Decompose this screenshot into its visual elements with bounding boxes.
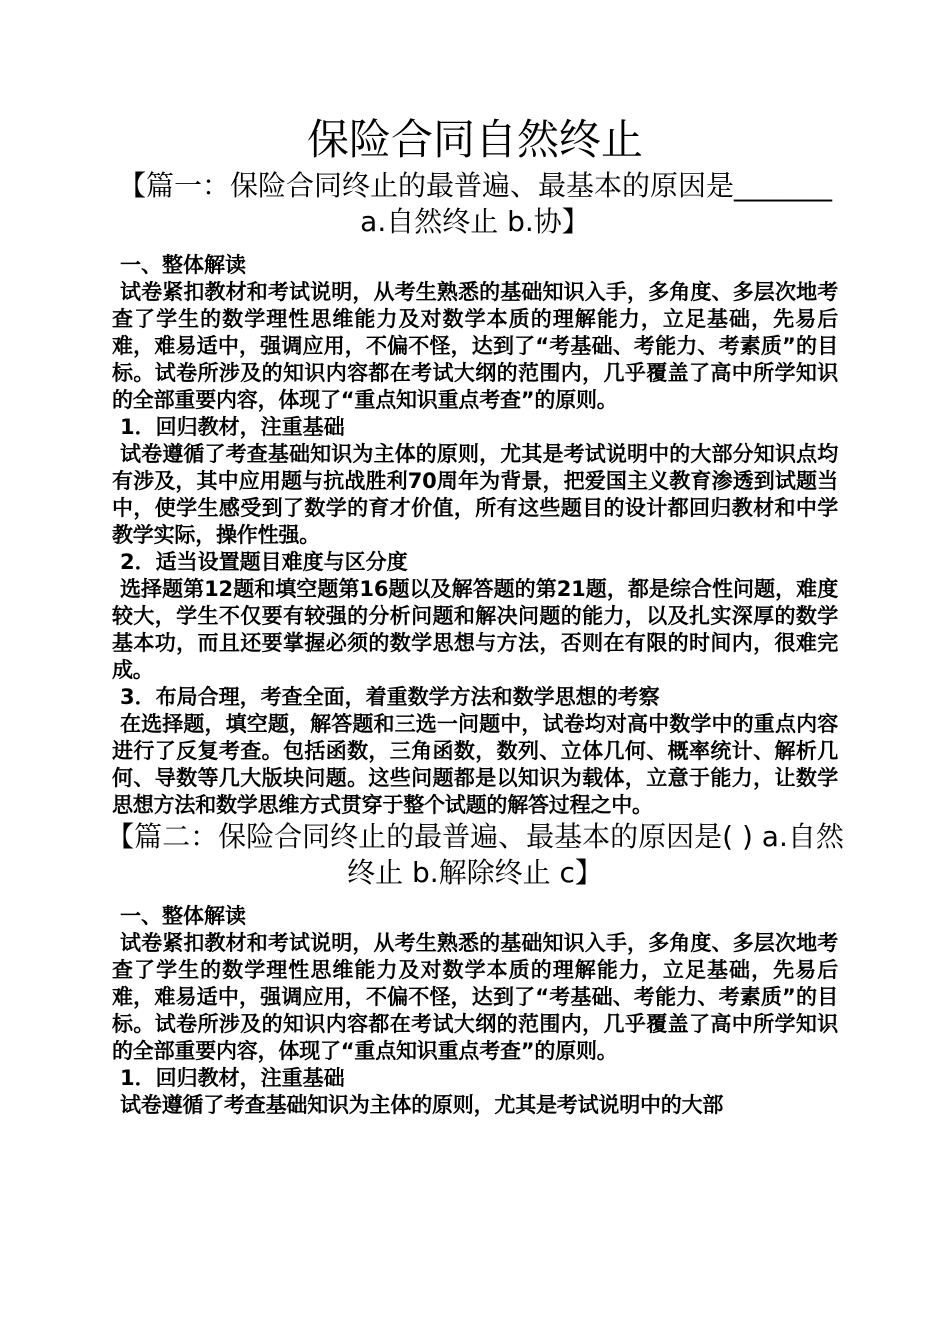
section-one-point3-text: 在选择题，填空题，解答题和三选一问题中，试卷均对高中数学中的重点内容进行了反复考查。包括函数，三角函数，数列、立体几何、概率统计、解析几何、导数等几大版块问题。这些问题都是以知识为载体，立意于能力，让数学思想方法和数学思维方式贯穿于整个试题的解答过程之中。: [112, 712, 838, 817]
section-one: [112, 168, 838, 819]
section-one-point3-heading: 3．布局合理，考查全面，着重数学方法和数学思想的考察: [120, 685, 660, 709]
section-one-overview-text: 试卷紧扣教材和考试说明，从考生熟悉的基础知识入手，多角度、多层次地考查了学生的数学理性思维能力及对数学本质的理解能力，立足基础，先易后难，难易适中，强调应用，不偏不怪，达到了“考基础、考能力、考素质”的目标。试卷所涉及的知识内容都在考试大纲的范围内，几乎覆盖了高中所学知识的全部重要内容，体现了“重点知识重点考查”的原则。: [112, 280, 838, 412]
section-one-point2-heading: 2．适当设置题目难度与区分度: [120, 550, 408, 574]
section-one-point1-heading: 1．回归教材，注重基础: [120, 415, 345, 439]
section-one-point2-text: 选择题第12题和填空题第16题以及解答题的第21题，都是综合性问题，难度较大，学生不仅要有较强的分析问题和解决问题的能力，以及扎实深厚的数学基本功，而且还要掌握必须的数学思想与方法，否则在有限的时间内，很难完成。: [112, 577, 838, 682]
section-two-point1-heading: 1．回归教材，注重基础: [120, 1066, 345, 1090]
section-two-overview-text: 试卷紧扣教材和考试说明，从考生熟悉的基础知识入手，多角度、多层次地考查了学生的数学理性思维能力及对数学本质的理解能力，立足基础，先易后难，难易适中，强调应用，不偏不怪，达到了“考基础、考能力、考素质”的目标。试卷所涉及的知识内容都在考试大纲的范围内，几乎覆盖了高中所学知识的全部重要内容，体现了“重点知识重点考查”的原则。: [112, 931, 838, 1063]
section-one-overview-heading: 一、整体解读: [120, 253, 246, 277]
section-one-point1-text: 试卷遵循了考查基础知识为主体的原则，尤其是考试说明中的大部分知识点均有涉及，其中应用题与抗战胜利70周年为背景，把爱国主义教育渗透到试题当中，使学生感受到了数学的育才价值，所有这些题目的设计都回归教材和中学教学实际，操作性强。: [112, 442, 838, 547]
document-title: 保险合同自然终止: [306, 115, 643, 164]
section-two-heading: 【篇二：保险合同终止的最普遍、最基本的原因是( ) a.自然终止 b.解除终止 c】: [106, 820, 844, 889]
section-one-heading: 【篇一：保险合同终止的最普遍、最基本的原因是_______ a.自然终止 b.协】: [117, 169, 832, 238]
section-two: [106, 819, 844, 1119]
section-two-point1-text: 试卷遵循了考查基础知识为主体的原则，尤其是考试说明中的大部: [120, 1093, 724, 1117]
section-two-overview-heading: 一、整体解读: [120, 904, 246, 928]
